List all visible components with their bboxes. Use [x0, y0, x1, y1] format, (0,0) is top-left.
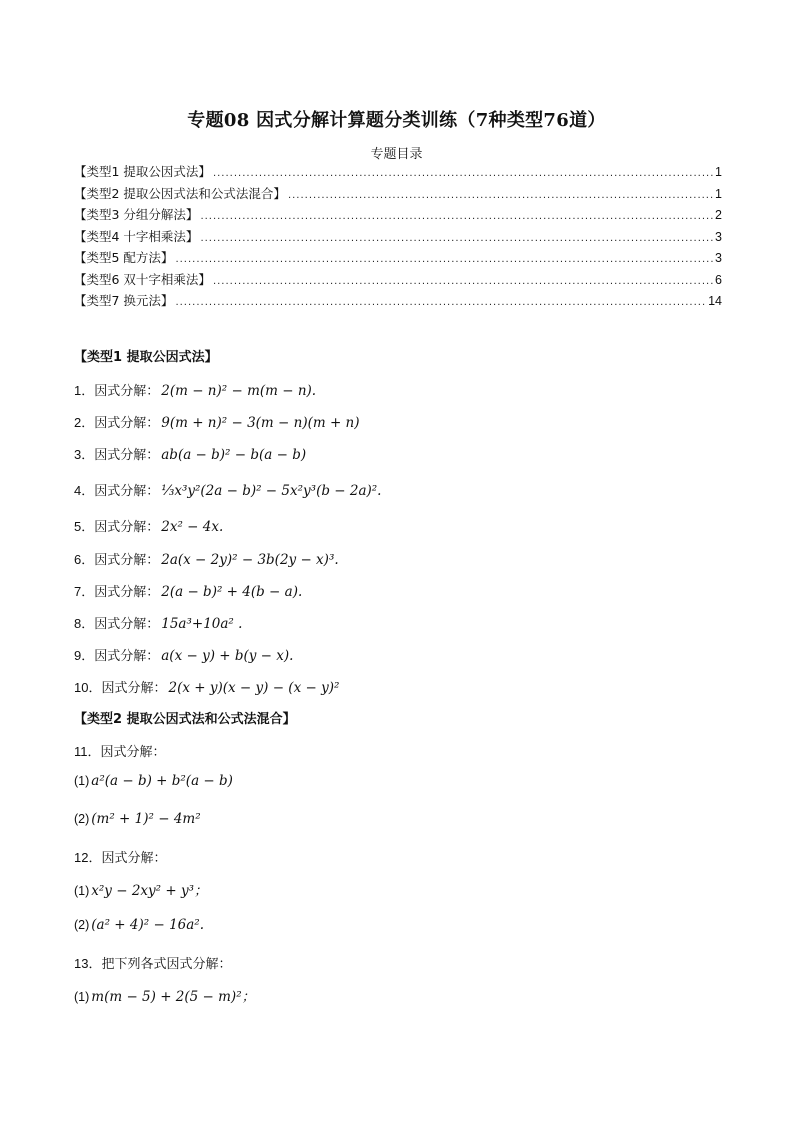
- subproblem-label: (2): [74, 918, 90, 932]
- toc-heading: 专题目录: [370, 147, 423, 162]
- subproblem-label: (2): [74, 812, 90, 826]
- problem-item: [74, 480, 381, 499]
- problem-prompt: 因式分解：: [94, 484, 160, 499]
- problem-prompt: 因式分解：: [94, 384, 160, 399]
- problem-number: 5．: [74, 519, 95, 534]
- subproblem-expression: a²(a − b) + b²(a − b): [91, 773, 233, 789]
- toc-leader-dots: [288, 190, 713, 201]
- problem-item: [74, 613, 242, 632]
- problem-item: [74, 645, 293, 664]
- subproblem-expression: (m² + 1)² − 4m²: [91, 811, 201, 827]
- problem-expression: 15a³+10a² .: [161, 616, 243, 632]
- problem-item: [74, 581, 302, 600]
- problem-expression: ⅓x³y²(2a − b)² − 5x²y³(b − 2a)².: [161, 483, 382, 499]
- problem-item: [74, 516, 223, 535]
- toc-entry-label: 【类型7 换元法】: [74, 293, 174, 308]
- toc-leader-dots: [175, 254, 713, 265]
- problem-prompt: 因式分解：: [94, 617, 160, 632]
- toc-entry-label: 【类型4 十字相乘法】: [74, 228, 199, 244]
- problem-expression: 2x² − 4x.: [161, 519, 224, 535]
- problem-prompt: 因式分解：: [94, 448, 160, 463]
- toc-entry-label: 【类型1 提取公因式法】: [74, 164, 211, 179]
- subproblem-item: [74, 985, 255, 1005]
- problem-number: 8．: [74, 616, 95, 631]
- problem-expression: 9(m + n)² − 3(m − n)(m + n): [161, 415, 360, 431]
- toc-entry[interactable]: [74, 205, 722, 227]
- toc-entry-page: 14: [708, 294, 722, 308]
- problem-expression: ab(a − b)² − b(a − b): [161, 447, 307, 463]
- problem-prompt: 因式分解：: [94, 553, 160, 568]
- toc-entry[interactable]: [74, 184, 722, 206]
- problem-prompt: 因式分解：: [94, 649, 160, 664]
- problem-item: [74, 953, 231, 972]
- subproblem-expression: (a² + 4)² − 16a².: [91, 917, 204, 933]
- problem-number: 11．: [74, 744, 101, 759]
- problem-item: [74, 847, 166, 866]
- section-title: 【类型1 提取公因式法】: [74, 350, 218, 365]
- subproblem-item: [74, 811, 201, 827]
- subproblem-item: [74, 917, 204, 933]
- problem-expression: 2a(x − 2y)² − 3b(2y − x)³.: [161, 552, 339, 568]
- problem-expression: 2(m − n)² − m(m − n).: [161, 383, 317, 399]
- problem-expression: 2(x + y)(x − y) − (x − y)²: [168, 680, 340, 696]
- toc-entry[interactable]: [74, 291, 722, 313]
- problem-prompt: 因式分解：: [100, 745, 166, 760]
- toc-entry-page: 1: [715, 186, 722, 201]
- problem-expression: 2(a − b)² + 4(b − a).: [161, 584, 303, 600]
- problem-prompt: 因式分解：: [101, 681, 167, 696]
- problem-prompt: 因式分解：: [94, 520, 160, 535]
- table-of-contents: [74, 162, 722, 313]
- problem-number: 1．: [74, 383, 95, 398]
- toc-leader-dots: [200, 233, 713, 244]
- toc-entry-label: 【类型6 双十字相乘法】: [74, 271, 211, 287]
- toc-entry[interactable]: [74, 248, 722, 270]
- problem-number: 3．: [74, 447, 95, 462]
- problem-number: 13．: [74, 956, 102, 971]
- problem-item: [74, 444, 306, 463]
- problem-prompt: 因式分解：: [101, 851, 167, 866]
- problem-expression: a(x − y) + b(y − x).: [161, 648, 294, 664]
- toc-leader-dots: [200, 211, 713, 222]
- problem-item: [74, 677, 339, 696]
- problem-prompt: 因式分解：: [94, 585, 160, 600]
- problem-prompt: 把下列各式因式分解：: [101, 957, 232, 972]
- problem-number: 4．: [74, 483, 95, 498]
- problem-item: [74, 741, 166, 760]
- toc-entry[interactable]: [74, 270, 722, 292]
- problem-number: 10．: [74, 680, 102, 695]
- subproblem-label: (1): [74, 884, 90, 898]
- toc-entry-page: 3: [715, 251, 722, 265]
- problem-item: [74, 549, 339, 568]
- problem-item: [74, 412, 360, 431]
- toc-entry-page: 2: [715, 208, 722, 222]
- subproblem-item: [74, 879, 208, 899]
- section-title: 【类型2 提取公因式法和公式法混合】: [74, 712, 296, 727]
- toc-entry-label: 【类型3 分组分解法】: [74, 207, 199, 222]
- subproblem-label: (1): [74, 774, 90, 788]
- toc-leader-dots: [175, 297, 706, 308]
- toc-entry[interactable]: [74, 227, 722, 249]
- toc-entry-page: 1: [715, 165, 722, 179]
- toc-entry-page: 6: [715, 272, 722, 287]
- toc-entry[interactable]: [74, 162, 722, 184]
- subproblem-item: [74, 773, 233, 789]
- problem-number: 7．: [74, 584, 95, 599]
- problem-item: [74, 380, 316, 399]
- problem-number: 6．: [74, 552, 95, 567]
- subproblem-expression: x²y − 2xy² + y³；: [91, 883, 208, 899]
- problem-prompt: 因式分解：: [94, 416, 160, 431]
- problem-number: 2．: [74, 415, 95, 430]
- toc-entry-label: 【类型2 提取公因式法和公式法混合】: [74, 185, 286, 201]
- page-title: 专题08 因式分解计算题分类训练（7种类型76道）: [187, 110, 606, 131]
- toc-entry-page: 3: [715, 229, 722, 244]
- toc-leader-dots: [213, 168, 713, 179]
- problem-number: 12．: [74, 850, 102, 865]
- problem-number: 9．: [74, 648, 95, 663]
- toc-leader-dots: [213, 276, 713, 287]
- subproblem-label: (1): [74, 990, 90, 1004]
- toc-entry-label: 【类型5 配方法】: [74, 250, 174, 265]
- subproblem-expression: m(m − 5) + 2(5 − m)²；: [91, 989, 256, 1005]
